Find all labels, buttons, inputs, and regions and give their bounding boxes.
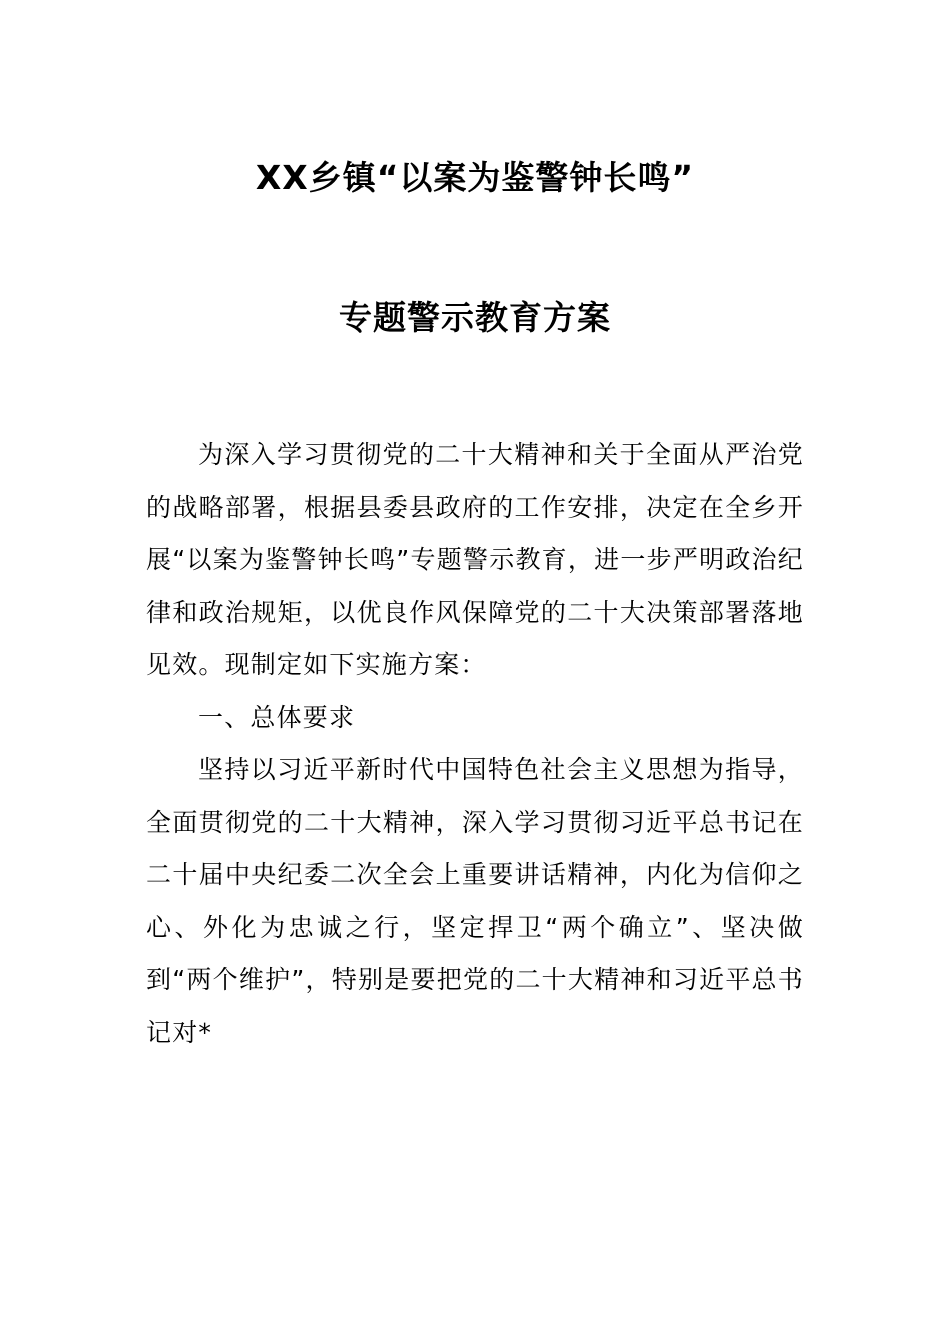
document-title-line-2: 专题警示教育方案 — [339, 298, 611, 337]
document-body — [146, 429, 804, 1059]
section-heading-overall-requirements: 一、总体要求 — [198, 702, 356, 732]
section-paragraph-overall-requirements: 坚持以习近平新时代中国特色社会主义思想为指导，全面贯彻党的二十大精神，深入学习贯彻习近平总书记在二十届中央纪委二次全会上重要讲话精神，内化为信仰之心、外化为忠诚之行，坚定捍卫“两个确立”、坚决做到“两个维护”，特别是要把党的二十大精神和习近平总书记对* — [146, 755, 804, 1047]
intro-paragraph: 为深入学习贯彻党的二十大精神和关于全面从严治党的战略部署，根据县委县政府的工作安排，决定在全乡开展“以案为鉴警钟长鸣”专题警示教育，进一步严明政治纪律和政治规矩，以优良作风保障党的二十大决策部署落地见效。现制定如下实施方案： — [146, 440, 804, 679]
document-title-line-1: XX乡镇“以案为鉴警钟长鸣” — [255, 158, 695, 197]
